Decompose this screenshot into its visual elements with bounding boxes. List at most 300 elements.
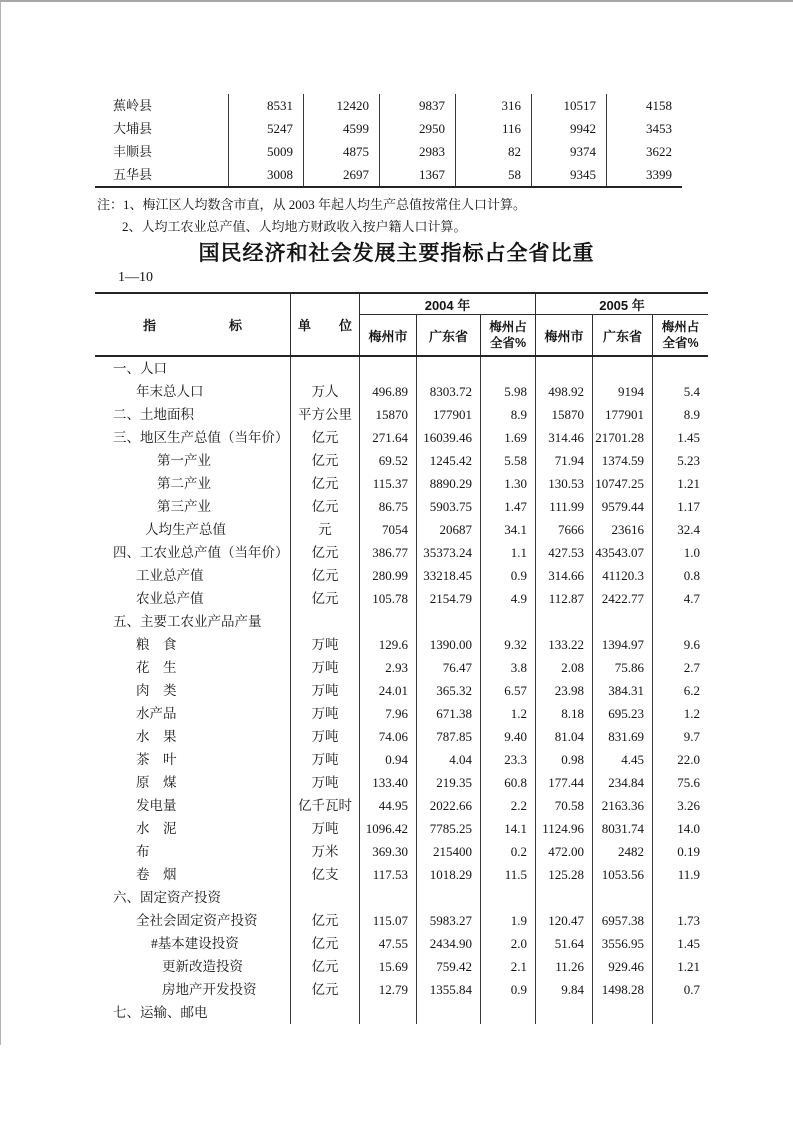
- unit-cell: 万吨: [290, 725, 359, 748]
- indicator-cell: 年末总人口: [136, 384, 204, 399]
- value-cell: 7785.25: [416, 817, 480, 840]
- value-cell: 2022.66: [416, 794, 480, 817]
- value-cell: 7666: [535, 518, 592, 541]
- value-cell: 116: [455, 117, 531, 140]
- value-cell: 74.06: [359, 725, 416, 748]
- value-cell: 929.46: [592, 955, 652, 978]
- table-row: [95, 495, 708, 518]
- value-cell: 12.79: [359, 978, 416, 1001]
- value-cell: [359, 610, 416, 633]
- value-cell: 133.40: [359, 771, 416, 794]
- indicator-cell: 一、人口: [113, 361, 167, 376]
- unit-cell: 万米: [290, 840, 359, 863]
- value-cell: 4875: [303, 140, 379, 163]
- value-cell: 1.45: [652, 426, 708, 449]
- table-row: [95, 403, 708, 426]
- table-row: [95, 955, 708, 978]
- value-cell: 6957.38: [592, 909, 652, 932]
- value-cell: [416, 610, 480, 633]
- value-cell: 1.1: [480, 541, 535, 564]
- value-cell: 115.37: [359, 472, 416, 495]
- unit-cell: [290, 357, 359, 380]
- value-cell: 2154.79: [416, 587, 480, 610]
- unit-cell: 万吨: [290, 771, 359, 794]
- value-cell: 75.86: [592, 656, 652, 679]
- county-table: [95, 94, 682, 188]
- table-row: [95, 426, 708, 449]
- unit-cell: [290, 1001, 359, 1024]
- value-cell: 4599: [303, 117, 379, 140]
- value-cell: 271.64: [359, 426, 416, 449]
- value-cell: 8.9: [652, 403, 708, 426]
- table-row: [95, 978, 708, 1001]
- value-cell: 7054: [359, 518, 416, 541]
- value-cell: 15.69: [359, 955, 416, 978]
- value-cell: 41120.3: [592, 564, 652, 587]
- value-cell: 695.23: [592, 702, 652, 725]
- value-cell: [359, 357, 416, 380]
- value-cell: [359, 886, 416, 909]
- value-cell: 384.31: [592, 679, 652, 702]
- header-share-line1: 梅州占: [661, 320, 700, 334]
- unit-cell: 亿元: [290, 932, 359, 955]
- value-cell: 115.07: [359, 909, 416, 932]
- value-cell: 1.21: [652, 955, 708, 978]
- table-row: [95, 702, 708, 725]
- page-title: 国民经济和社会发展主要指标占全省比重: [198, 242, 595, 265]
- indicator-cell: 卷 烟: [136, 867, 177, 882]
- value-cell: 76.47: [416, 656, 480, 679]
- value-cell: 177.44: [535, 771, 592, 794]
- value-cell: [535, 1001, 592, 1024]
- value-cell: 8303.72: [416, 380, 480, 403]
- indicator-cell: 更新改造投资: [162, 959, 243, 974]
- table-row: [95, 909, 708, 932]
- unit-cell: 亿千瓦时: [290, 794, 359, 817]
- value-cell: 1053.56: [592, 863, 652, 886]
- value-cell: 386.77: [359, 541, 416, 564]
- header-share-line1: 梅州占: [489, 320, 527, 334]
- table-row: [95, 840, 708, 863]
- table-row: [95, 518, 708, 541]
- value-cell: 117.53: [359, 863, 416, 886]
- indicator-cell: 原 煤: [136, 775, 177, 790]
- value-cell: 234.84: [592, 771, 652, 794]
- value-cell: 8.18: [535, 702, 592, 725]
- unit-cell: 亿元: [290, 449, 359, 472]
- unit-cell: 万吨: [290, 679, 359, 702]
- value-cell: 10747.25: [592, 472, 652, 495]
- header-unit: [290, 294, 380, 355]
- indicator-cell: 七、运输、邮电: [113, 1005, 208, 1020]
- value-cell: 2.0: [480, 932, 535, 955]
- value-cell: 0.19: [652, 840, 708, 863]
- value-cell: 32.4: [652, 518, 708, 541]
- header-share-2004: [480, 315, 535, 355]
- value-cell: 75.6: [652, 771, 708, 794]
- value-cell: 1.47: [480, 495, 535, 518]
- main-table-header: [95, 292, 708, 357]
- table-row: [95, 656, 708, 679]
- unit-cell: 亿元: [290, 495, 359, 518]
- value-cell: 219.35: [416, 771, 480, 794]
- value-cell: 14.0: [652, 817, 708, 840]
- table-row: [95, 564, 708, 587]
- value-cell: 316: [455, 94, 531, 117]
- value-cell: 0.2: [480, 840, 535, 863]
- header-unit-label: 单位: [297, 318, 380, 333]
- value-cell: 5.98: [480, 380, 535, 403]
- value-cell: 365.32: [416, 679, 480, 702]
- value-cell: 71.94: [535, 449, 592, 472]
- value-cell: [480, 357, 535, 380]
- unit-cell: 万人: [290, 380, 359, 403]
- value-cell: 3453: [606, 117, 682, 140]
- value-cell: 0.94: [359, 748, 416, 771]
- value-cell: 1.21: [652, 472, 708, 495]
- value-cell: [592, 886, 652, 909]
- value-cell: [480, 1001, 535, 1024]
- unit-cell: 亿元: [290, 564, 359, 587]
- indicator-cell: 工业总产值: [136, 568, 204, 583]
- value-cell: 12420: [303, 94, 379, 117]
- value-cell: 9194: [592, 380, 652, 403]
- indicator-cell: 第三产业: [157, 499, 211, 514]
- value-cell: 111.99: [535, 495, 592, 518]
- indicator-cell: 花 生: [136, 660, 177, 675]
- indicator-cell: 三、地区生产总值（当年价）: [113, 430, 289, 445]
- main-table-body: [95, 357, 708, 1024]
- county-name-cell: 大埔县: [113, 121, 153, 136]
- value-cell: [359, 1001, 416, 1024]
- indicator-cell: 五、主要工农业产品产量: [113, 614, 262, 629]
- value-cell: [592, 610, 652, 633]
- value-cell: 1.45: [652, 932, 708, 955]
- value-cell: 125.28: [535, 863, 592, 886]
- value-cell: 16039.46: [416, 426, 480, 449]
- header-guangdong-2004: 广东省: [416, 315, 480, 355]
- value-cell: 2482: [592, 840, 652, 863]
- table-row: [95, 748, 708, 771]
- value-cell: 82: [455, 140, 531, 163]
- unit-cell: 万吨: [290, 748, 359, 771]
- value-cell: [535, 610, 592, 633]
- value-cell: [535, 357, 592, 380]
- value-cell: 1096.42: [359, 817, 416, 840]
- value-cell: 1498.28: [592, 978, 652, 1001]
- value-cell: 2.7: [652, 656, 708, 679]
- indicator-cell: 第一产业: [157, 453, 211, 468]
- value-cell: 112.87: [535, 587, 592, 610]
- unit-cell: 亿元: [290, 587, 359, 610]
- table-row: [95, 163, 682, 186]
- unit-cell: 万吨: [290, 817, 359, 840]
- value-cell: 21701.28: [592, 426, 652, 449]
- indicator-cell: 水 泥: [136, 821, 177, 836]
- value-cell: 105.78: [359, 587, 416, 610]
- value-cell: 9374: [531, 140, 606, 163]
- value-cell: 369.30: [359, 840, 416, 863]
- value-cell: 15870: [535, 403, 592, 426]
- value-cell: 24.01: [359, 679, 416, 702]
- indicator-cell: 粮 食: [136, 637, 177, 652]
- unit-cell: 亿元: [290, 978, 359, 1001]
- indicator-cell: 水产品: [136, 706, 177, 721]
- value-cell: [652, 357, 708, 380]
- value-cell: 8.9: [480, 403, 535, 426]
- unit-cell: 万吨: [290, 656, 359, 679]
- value-cell: [652, 886, 708, 909]
- value-cell: 1.17: [652, 495, 708, 518]
- value-cell: 2950: [379, 117, 455, 140]
- indicator-cell: 四、工农业总产值（当年价）: [113, 545, 289, 560]
- value-cell: 51.64: [535, 932, 592, 955]
- header-guangdong-2005: 广东省: [592, 315, 652, 355]
- value-cell: 9.6: [652, 633, 708, 656]
- value-cell: 1124.96: [535, 817, 592, 840]
- table-row: [95, 472, 708, 495]
- value-cell: 280.99: [359, 564, 416, 587]
- table-row: [95, 357, 708, 380]
- value-cell: 11.9: [652, 863, 708, 886]
- unit-cell: 亿元: [290, 955, 359, 978]
- unit-cell: 万吨: [290, 702, 359, 725]
- table-row: [95, 863, 708, 886]
- value-cell: 86.75: [359, 495, 416, 518]
- value-cell: 2422.77: [592, 587, 652, 610]
- value-cell: 23.3: [480, 748, 535, 771]
- table-row: [95, 117, 682, 140]
- unit-cell: [290, 886, 359, 909]
- value-cell: 2983: [379, 140, 455, 163]
- value-cell: 23616: [592, 518, 652, 541]
- value-cell: [652, 1001, 708, 1024]
- unit-cell: 亿元: [290, 909, 359, 932]
- value-cell: 3399: [606, 163, 682, 186]
- value-cell: 5903.75: [416, 495, 480, 518]
- table-row: [95, 817, 708, 840]
- header-share-line2: 全省%: [489, 336, 527, 350]
- indicator-cell: 发电量: [136, 798, 177, 813]
- unit-cell: 亿元: [290, 426, 359, 449]
- value-cell: 0.9: [480, 978, 535, 1001]
- page-edge-top: [0, 0, 793, 2]
- value-cell: 130.53: [535, 472, 592, 495]
- table-row: [95, 886, 708, 909]
- value-cell: 9.7: [652, 725, 708, 748]
- unit-cell: 万吨: [290, 633, 359, 656]
- note-line-1: 注：1、梅江区人均数含市直，从 2003 年起人均生产总值按常住人口计算。: [97, 197, 527, 212]
- table-row: [95, 725, 708, 748]
- value-cell: 1.9: [480, 909, 535, 932]
- header-indicator-label: 指标: [142, 318, 315, 333]
- value-cell: 11.5: [480, 863, 535, 886]
- value-cell: 1.73: [652, 909, 708, 932]
- value-cell: 177901: [592, 403, 652, 426]
- value-cell: 9837: [379, 94, 455, 117]
- value-cell: 0.98: [535, 748, 592, 771]
- unit-cell: [290, 610, 359, 633]
- value-cell: [592, 1001, 652, 1024]
- value-cell: 8031.74: [592, 817, 652, 840]
- value-cell: 58: [455, 163, 531, 186]
- value-cell: 133.22: [535, 633, 592, 656]
- indicator-cell: 茶 叶: [136, 752, 177, 767]
- table-row: [95, 679, 708, 702]
- value-cell: 47.55: [359, 932, 416, 955]
- value-cell: 314.46: [535, 426, 592, 449]
- table-row: [95, 140, 682, 163]
- indicator-cell: 肉 类: [136, 683, 177, 698]
- header-meizhou-2005: 梅州市: [535, 315, 592, 355]
- value-cell: 472.00: [535, 840, 592, 863]
- indicator-cell: 第二产业: [157, 476, 211, 491]
- value-cell: 44.95: [359, 794, 416, 817]
- table-number: 1—10: [118, 270, 153, 285]
- value-cell: 23.98: [535, 679, 592, 702]
- value-cell: 33218.45: [416, 564, 480, 587]
- county-name-cell: 蕉岭县: [113, 98, 153, 113]
- header-share-line2: 全省%: [662, 336, 699, 350]
- indicator-cell: 水 果: [136, 729, 177, 744]
- value-cell: 4158: [606, 94, 682, 117]
- value-cell: 70.58: [535, 794, 592, 817]
- indicator-cell: 二、土地面积: [113, 407, 194, 422]
- table-row: [95, 587, 708, 610]
- value-cell: 215400: [416, 840, 480, 863]
- header-year-2005: 2005 年: [535, 294, 708, 315]
- value-cell: 43543.07: [592, 541, 652, 564]
- unit-cell: 平方公里: [290, 403, 359, 426]
- page-edge-left: [0, 2, 1, 1045]
- value-cell: 8890.29: [416, 472, 480, 495]
- value-cell: 35373.24: [416, 541, 480, 564]
- value-cell: 15870: [359, 403, 416, 426]
- value-cell: 9942: [531, 117, 606, 140]
- value-cell: 2697: [303, 163, 379, 186]
- value-cell: [480, 610, 535, 633]
- value-cell: 1.2: [480, 702, 535, 725]
- value-cell: 2.08: [535, 656, 592, 679]
- table-row: [95, 610, 708, 633]
- value-cell: 4.04: [416, 748, 480, 771]
- indicator-cell: 房地产开发投资: [162, 982, 257, 997]
- value-cell: 4.9: [480, 587, 535, 610]
- value-cell: 3008: [228, 163, 303, 186]
- indicator-cell: 农业总产值: [136, 591, 204, 606]
- value-cell: 787.85: [416, 725, 480, 748]
- table-row: [95, 932, 708, 955]
- unit-cell: 亿支: [290, 863, 359, 886]
- header-indicator: [95, 294, 315, 355]
- value-cell: 5.58: [480, 449, 535, 472]
- value-cell: 3556.95: [592, 932, 652, 955]
- value-cell: 1.0: [652, 541, 708, 564]
- unit-cell: 亿元: [290, 541, 359, 564]
- table-row: [95, 771, 708, 794]
- indicator-cell: 全社会固定资产投资: [136, 913, 258, 928]
- value-cell: 498.92: [535, 380, 592, 403]
- county-name-cell: 丰顺县: [113, 144, 153, 159]
- value-cell: [416, 1001, 480, 1024]
- value-cell: 5009: [228, 140, 303, 163]
- value-cell: 9.32: [480, 633, 535, 656]
- table-row: [95, 794, 708, 817]
- value-cell: 1374.59: [592, 449, 652, 472]
- value-cell: 11.26: [535, 955, 592, 978]
- value-cell: 2163.36: [592, 794, 652, 817]
- value-cell: 427.53: [535, 541, 592, 564]
- header-year-2004: 2004 年: [359, 294, 535, 315]
- value-cell: 129.6: [359, 633, 416, 656]
- value-cell: 1355.84: [416, 978, 480, 1001]
- value-cell: [592, 357, 652, 380]
- value-cell: 6.2: [652, 679, 708, 702]
- county-name-cell: 五华县: [113, 167, 153, 182]
- header-share-2005: [652, 315, 708, 355]
- value-cell: 0.7: [652, 978, 708, 1001]
- value-cell: 1.69: [480, 426, 535, 449]
- value-cell: 34.1: [480, 518, 535, 541]
- value-cell: 81.04: [535, 725, 592, 748]
- value-cell: 0.9: [480, 564, 535, 587]
- value-cell: 2.93: [359, 656, 416, 679]
- header-meizhou-2004: 梅州市: [359, 315, 416, 355]
- table-row: [95, 1001, 708, 1024]
- value-cell: 4.7: [652, 587, 708, 610]
- value-cell: 60.8: [480, 771, 535, 794]
- value-cell: [535, 886, 592, 909]
- value-cell: 1.2: [652, 702, 708, 725]
- value-cell: 496.89: [359, 380, 416, 403]
- value-cell: 6.57: [480, 679, 535, 702]
- indicator-cell: 布: [136, 844, 150, 859]
- value-cell: 2.2: [480, 794, 535, 817]
- value-cell: 3622: [606, 140, 682, 163]
- value-cell: [480, 886, 535, 909]
- value-cell: 1367: [379, 163, 455, 186]
- value-cell: 314.66: [535, 564, 592, 587]
- main-table: [95, 292, 708, 1024]
- value-cell: 9345: [531, 163, 606, 186]
- value-cell: 5.23: [652, 449, 708, 472]
- value-cell: 69.52: [359, 449, 416, 472]
- value-cell: 8531: [228, 94, 303, 117]
- value-cell: 1390.00: [416, 633, 480, 656]
- value-cell: 10517: [531, 94, 606, 117]
- value-cell: 22.0: [652, 748, 708, 771]
- value-cell: 177901: [416, 403, 480, 426]
- value-cell: [416, 886, 480, 909]
- value-cell: 1018.29: [416, 863, 480, 886]
- value-cell: 5.4: [652, 380, 708, 403]
- value-cell: 831.69: [592, 725, 652, 748]
- table-row: [95, 633, 708, 656]
- value-cell: 1.30: [480, 472, 535, 495]
- value-cell: 759.42: [416, 955, 480, 978]
- value-cell: 671.38: [416, 702, 480, 725]
- value-cell: 9579.44: [592, 495, 652, 518]
- unit-cell: 亿元: [290, 472, 359, 495]
- value-cell: 14.1: [480, 817, 535, 840]
- indicator-cell: 人均生产总值: [145, 522, 226, 537]
- indicator-cell: 六、固定资产投资: [113, 890, 221, 905]
- value-cell: 9.40: [480, 725, 535, 748]
- value-cell: 3.8: [480, 656, 535, 679]
- value-cell: 9.84: [535, 978, 592, 1001]
- value-cell: 3.26: [652, 794, 708, 817]
- value-cell: 120.47: [535, 909, 592, 932]
